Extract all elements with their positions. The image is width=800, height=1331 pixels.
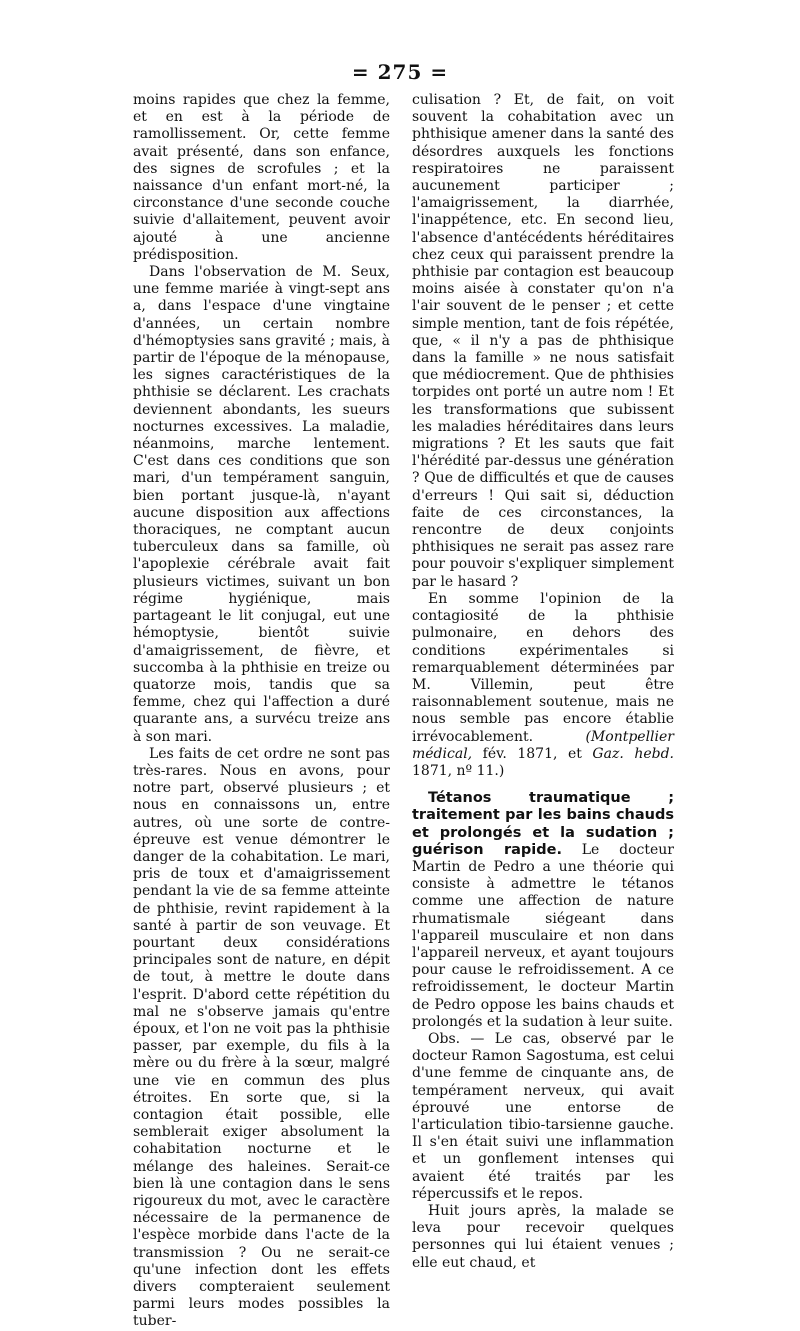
article-intro: Le docteur Martin de Pedro a une théorie qui consiste à admettre le tétanos comme une affection de nature rhumatismale siégeant dans l'appareil musculaire et non dans l'appareil nerveux, et ayant toujours pour cause le refroidissement. A ce refroidissement, le docteur Martin de Pedro oppose les bains chauds et prolongés et la sudation à leur suite. bbox=[412, 841, 674, 1030]
page-number bbox=[340, 60, 460, 84]
observation-text: — Le cas, observé par le docteur Ramon Sagostuma, est celui d'une femme de cinquante ans, de tempérament nerveux, qui avait éprouvé une entorse de l'articulation tibio-tarsienne gauche. Il s'en était suivi une inflammation et un gonflement intenses qui avaient été traités par les répercussifs et le repos. bbox=[412, 1030, 674, 1202]
page-number-right-rule: = bbox=[430, 60, 449, 84]
observation-label: Obs. bbox=[428, 1030, 461, 1047]
left-paragraph-3: Les faits de cet ordre ne sont pas très-rares. Nous en avons, pour notre part, observé plusieurs ; et nous en connaissons un, entre autres, où une sorte de contre-épreuve est venue démontrer le danger de la cohabitation. Le mari, pris de toux et d'amaigrissement pendant la vie de sa femme atteinte de phthisie, revint rapidement à la santé à partir de son veuvage. Et pourtant deux considérations principales sont de nature, en dépit de tout, à mettre le doute dans l'esprit. D'abord cette répétition du mal ne s'observe jamais qu'entre époux, et l'on ne voit pas la phthisie passer, par exemple, du fils à la mère ou du frère à la sœur, malgré une vie en commun des plus étroites. En sorte que, si la contagion était possible, elle semblerait exiger absolument la cohabitation nocturne et le mélange des haleines. Serait-ce bien là une contagion dans le sens rigoureux du mot, avec le caractère nécessaire de la permanence de l'espèce morbide dans l'acte de la transmission ? Ou ne serait-ce qu'une infection dont les effets divers compteraient seulement parmi leurs modes possibles la tuber- bbox=[133, 745, 390, 1330]
observation-paragraph bbox=[412, 1031, 674, 1203]
conclusion-paragraph bbox=[412, 591, 674, 780]
article-heading bbox=[412, 790, 674, 1031]
last-paragraph: Huit jours après, la malade se leva pour recevoir quelques personnes qui lui étaient venues ; elle eut chaud, et bbox=[412, 1203, 674, 1271]
citation-gazette: Gaz. hebd. bbox=[592, 745, 674, 762]
page-number-value: 275 bbox=[377, 60, 423, 84]
left-paragraph-2: Dans l'observation de M. Seux, une femme mariée à vingt-sept ans a, dans l'espace d'une vingtaine d'années, un certain nombre d'hémoptysies sans gravité ; mais, à partir de l'époque de la ménopause, les signes caractéristiques de la phthisie se déclarent. Les crachats deviennent abondants, les sueurs nocturnes excessives. La maladie, néanmoins, marche lentement. C'est dans ces conditions que son mari, d'un tempérament sanguin, bien portant jusque-là, n'ayant aucune disposition aux affections thoraciques, ne comptant aucun tuberculeux dans sa famille, où l'apoplexie cérébrale avait fait plusieurs victimes, suivant un bon régime hygiénique, mais partageant le lit conjugal, eut une hémoptysie, bientôt suivie d'amaigrissement, de fièvre, et succomba à la phthisie en treize ou quatorze mois, tandis que sa femme, chez qui l'affection a duré quarante ans, a survécu treize ans à son mari. bbox=[133, 264, 390, 745]
article-title: Tétanos traumatique ; traitement par les bains chauds et prolongés et la sudation ; guérison rapide. bbox=[412, 790, 674, 858]
section-gap bbox=[412, 780, 674, 790]
citation-journal: (Montpellier médical, bbox=[412, 728, 674, 762]
left-paragraph-1: moins rapides que chez la femme, et en est à la période de ramollissement. Or, cette femme avait présenté, dans son enfance, des signes de scrofules ; et la naissance d'un enfant mort-né, la circonstance d'une seconde couche suivie d'allaitement, peuvent avoir ajouté à une ancienne prédisposition. bbox=[133, 92, 390, 263]
right-column bbox=[412, 92, 674, 1272]
conclusion-text: En somme l'opinion de la contagiosité de la phthisie pulmonaire, en dehors des conditions expérimentales si remarquablement déterminées par M. Villemin, peut être raisonnablement soutenue, mais ne nous semble pas encore établie irrévocablement. bbox=[412, 590, 674, 745]
citation-date: fév. 1871, et bbox=[482, 745, 593, 762]
right-paragraph-continued: culisation ? Et, de fait, on voit souvent la cohabitation avec un phthisique amener dans la santé des désordres auxquels les fonctions respiratoires ne paraissent aucunement participer ; l'amaigrissement, la diarrhée, l'inappétence, etc. En second lieu, l'absence d'antécédents héréditaires chez ceux qui paraissent prendre la phthisie par contagion est beaucoup moins aisée à constater qu'on n'a l'air souvent de le penser ; et cette simple mention, tant de fois répétée, que, « il n'y a pas de phthisique dans la famille » ne nous satisfait que médiocrement. Que de phthisies torpides ont porté un autre nom ! Et les transformations que subissent les maladies héréditaires dans leurs migrations ? Et les sauts que fait l'hérédité par-dessus une génération ? Que de difficultés et que de causes d'erreurs ! Qui sait si, déduction faite de ces circonstances, la rencontre de deux conjoints phthisiques ne serait pas assez rare pour pouvoir s'expliquer simplement par le hasard ? bbox=[412, 92, 674, 590]
left-column bbox=[133, 92, 390, 1331]
citation-number: 1871, nº 11.) bbox=[412, 762, 505, 779]
page-number-left-rule: = bbox=[351, 60, 370, 84]
